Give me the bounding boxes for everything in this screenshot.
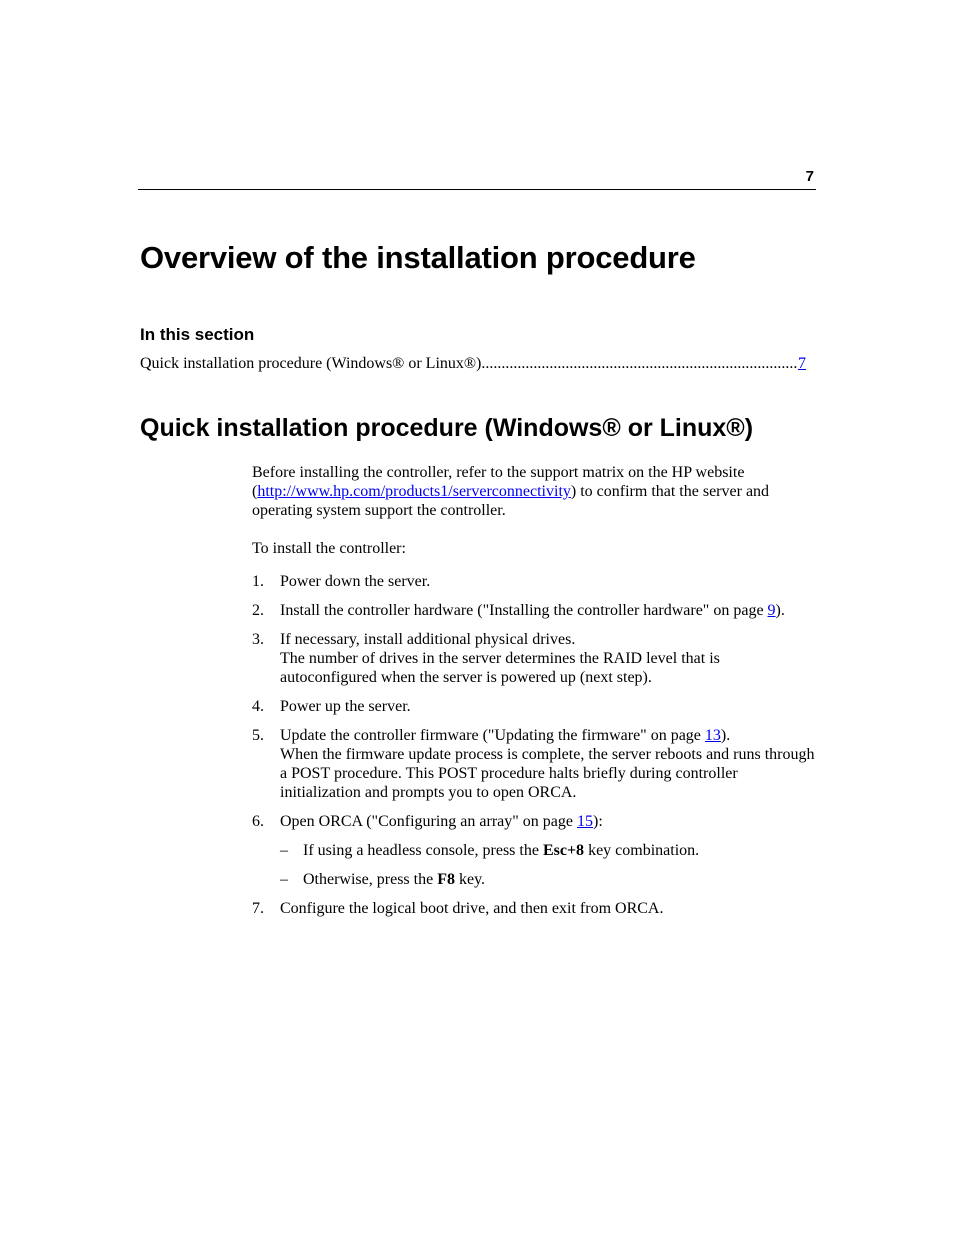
- step-text: If necessary, install additional physical drives.: [280, 631, 576, 648]
- lead-paragraph: To install the controller:: [252, 540, 406, 557]
- list-item: [252, 726, 816, 802]
- sub-list: [280, 841, 816, 889]
- step-number: 1.: [252, 573, 264, 590]
- sub-list-item: [280, 841, 816, 860]
- list-item: [252, 697, 816, 716]
- section-body: [252, 463, 816, 928]
- list-item: [252, 899, 816, 918]
- chapter-title: Overview of the installation procedure: [140, 240, 696, 275]
- page-link[interactable]: 9: [767, 602, 776, 619]
- step-text-after: ):: [593, 813, 603, 830]
- step-number: 7.: [252, 900, 264, 917]
- in-this-section-heading: In this section: [140, 325, 255, 344]
- toc-page-link[interactable]: 7: [798, 355, 806, 372]
- sub-text-after: key combination.: [584, 842, 700, 859]
- install-steps-list: [252, 572, 816, 918]
- list-item: [252, 572, 816, 591]
- step-number: 2.: [252, 602, 264, 619]
- step-text: Configure the logical boot drive, and then exit from ORCA.: [280, 900, 664, 917]
- toc-leader-dots: [481, 354, 798, 373]
- sub-text-after: key.: [454, 871, 486, 888]
- step-text: Update the controller firmware ("Updating the firmware" on page: [280, 727, 705, 744]
- step-number: 5.: [252, 727, 264, 744]
- step-text: Open ORCA ("Configuring an array" on page: [280, 813, 577, 830]
- sub-text: Otherwise, press the: [303, 871, 438, 888]
- step-note: The number of drives in the server determines the RAID level that is autoconfigured when the server is powered up (next step).: [280, 650, 720, 686]
- sub-list-item: [280, 870, 816, 889]
- step-text: Install the controller hardware ("Installing the controller hardware" on page: [280, 602, 768, 619]
- list-item: [252, 812, 816, 889]
- header-rule: [138, 189, 816, 190]
- page-number: 7: [805, 168, 814, 185]
- dash-bullet: –: [280, 871, 288, 888]
- list-item: [252, 601, 816, 620]
- step-number: 4.: [252, 698, 264, 715]
- section-title: Quick installation procedure (Windows® or Linux®): [140, 414, 754, 442]
- list-item: [252, 630, 816, 687]
- step-text-after: ).: [720, 727, 731, 744]
- intro-paragraph: [252, 463, 816, 520]
- page-link[interactable]: 15: [577, 813, 593, 830]
- toc-entry: [140, 354, 806, 373]
- sub-text: If using a headless console, press the: [303, 842, 543, 859]
- hp-website-link[interactable]: http://www.hp.com/products1/serverconnectivity: [257, 483, 571, 500]
- key-combo: Esc+8: [542, 842, 585, 859]
- key-combo: F8: [437, 871, 455, 888]
- step-text: Power down the server.: [280, 573, 431, 590]
- step-number: 6.: [252, 813, 264, 830]
- dash-bullet: –: [280, 842, 288, 859]
- intro-text-after: ) to confirm that the server and operating system support the controller.: [252, 483, 770, 519]
- page-link[interactable]: 13: [704, 727, 721, 744]
- step-note: When the firmware update process is complete, the server reboots and runs through a POST procedure. This POST procedure halts briefly during controller initialization and prompts you to open ORCA.: [280, 746, 815, 801]
- intro-text-before: Before installing the controller, refer to the support matrix on the HP website (: [252, 464, 745, 500]
- toc-entry-label: Quick installation procedure (Windows® or Linux®): [140, 355, 482, 372]
- step-text-after: ).: [775, 602, 785, 619]
- step-number: 3.: [252, 631, 264, 648]
- step-text: Power up the server.: [280, 698, 411, 715]
